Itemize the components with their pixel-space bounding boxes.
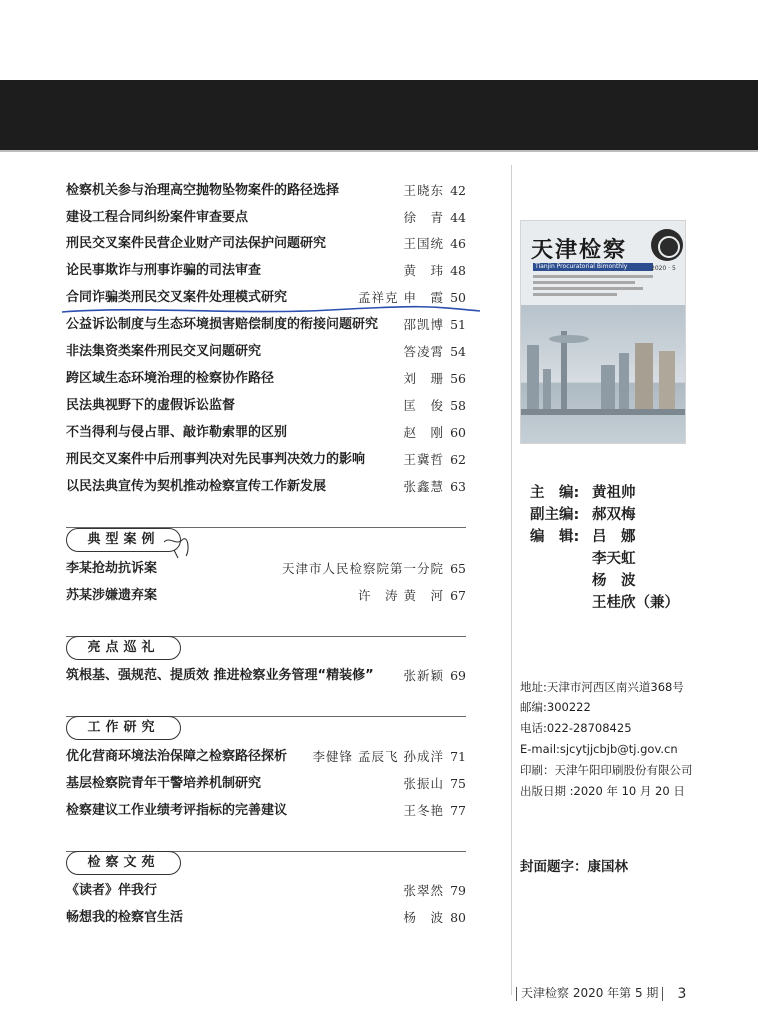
cover-photo	[521, 305, 686, 444]
deputy-editor: 郝双梅	[592, 507, 636, 523]
toc-author: 邵凯博	[403, 317, 444, 332]
toc-author: 张振山	[403, 776, 444, 791]
toc-title: 合同诈骗类刑民交叉案件处理模式研究	[66, 290, 288, 305]
toc-entry[interactable]	[66, 585, 466, 607]
toc-page: 44	[450, 210, 466, 225]
toc-page: 54	[450, 344, 466, 359]
toc-author: 刘 珊	[403, 371, 444, 386]
toc-page: 51	[450, 317, 466, 332]
toc-page: 79	[450, 883, 466, 898]
toc-title: 以民法典宣传为契机推动检察宣传工作新发展	[66, 479, 327, 494]
toc-title: 刑民交叉案件民营企业财产司法保护问题研究	[66, 236, 327, 251]
section-label-work-research: 工作研究	[66, 716, 181, 740]
toc-author: 王冬艳	[403, 803, 444, 818]
phone: 电话:022-28708425	[520, 721, 632, 735]
section-label-literary-garden: 检察文苑	[66, 851, 181, 875]
toc-page: 58	[450, 398, 466, 413]
toc-entry[interactable]	[66, 558, 466, 580]
toc-author: 张新颖	[403, 668, 444, 683]
toc-title: 畅想我的检察官生活	[66, 910, 184, 925]
cover-image[interactable]	[520, 220, 686, 444]
toc-entry[interactable]	[66, 880, 466, 902]
toc-title: 《读者》伴我行	[66, 883, 158, 898]
printer: 印刷：天津午阳印刷股份有限公司	[520, 763, 693, 777]
toc-author: 张翠然	[403, 883, 444, 898]
toc-title: 跨区域生态环境治理的检察协作路径	[66, 371, 275, 386]
toc-author: 张鑫慧	[403, 479, 444, 494]
footer-divider	[662, 987, 663, 1001]
publish-date: 出版日期 :2020 年 10 月 20 日	[520, 784, 685, 798]
toc-page: 46	[450, 236, 466, 251]
toc-author: 徐 青	[403, 210, 444, 225]
toc-title: 苏某涉嫌遗弃案	[66, 588, 158, 603]
deputy-editor-label: 副主编:	[530, 507, 580, 523]
toc-page: 75	[450, 776, 466, 791]
toc-entry[interactable]	[66, 665, 466, 687]
toc-title: 民法典视野下的虚假诉讼监督	[66, 398, 236, 413]
toc-author: 天津市人民检察院第一分院	[281, 561, 444, 576]
toc-author: 杨 波	[403, 910, 444, 925]
toc-title: 筑根基、强规范、提质效 推进检察业务管理“精装修”	[66, 668, 374, 683]
section-label-typical-cases: 典型案例	[66, 528, 181, 552]
cover-inscription: 封面题字：康国林	[520, 859, 628, 875]
toc-page: 50	[450, 290, 466, 305]
toc-author: 孟祥克 申 霞	[358, 290, 444, 305]
toc-page: 63	[450, 479, 466, 494]
toc-title: 建设工程合同纠纷案件审查要点	[66, 210, 249, 225]
toc-page: 56	[450, 371, 466, 386]
toc-entry[interactable]	[66, 907, 466, 929]
toc-page: 62	[450, 452, 466, 467]
toc-author: 李健锋 孟辰飞 孙成洋	[312, 749, 444, 764]
toc-page: 48	[450, 263, 466, 278]
page-footer	[512, 984, 686, 1002]
toc-title: 不当得利与侵占罪、敲诈勒索罪的区别	[66, 425, 288, 440]
toc-title: 论民事欺诈与刑事诈骗的司法审查	[66, 263, 262, 278]
editor-name: 杨 波	[592, 573, 636, 589]
toc-title: 刑民交叉案件中后刑事判决对先民事判决效力的影响	[66, 452, 366, 467]
toc-page: 80	[450, 910, 466, 925]
address: 地址:天津市河西区南兴道368号	[520, 680, 684, 694]
editors-label: 编 辑:	[530, 529, 580, 545]
section-label-highlights: 亮点巡礼	[66, 636, 181, 660]
handwritten-scribble	[160, 532, 200, 562]
toc-author: 赵 刚	[403, 425, 444, 440]
editor-name: 李天虹	[592, 551, 636, 567]
cover-text-lines	[533, 275, 653, 299]
toc-author: 王冀哲	[403, 452, 444, 467]
toc-entry[interactable]	[66, 773, 466, 795]
chief-editor-label: 主 编:	[530, 485, 580, 501]
logo-icon	[651, 229, 683, 261]
toc-author: 黄 玮	[403, 263, 444, 278]
toc-entry[interactable]	[66, 800, 466, 822]
toc-title: 非法集资类案件刑民交叉问题研究	[66, 344, 262, 359]
email[interactable]: E-mail:sjcytjjcbjb@tj.gov.cn	[520, 742, 678, 756]
cover-issue: 2020 · 5	[651, 265, 676, 272]
toc-title: 检察建议工作业绩考评指标的完善建议	[66, 803, 288, 818]
cover-title: 天津检察	[531, 237, 628, 263]
toc-title: 基层检察院青年干警培养机制研究	[66, 776, 262, 791]
toc-page: 69	[450, 668, 466, 683]
toc-author: 匡 俊	[403, 398, 444, 413]
footer-divider	[516, 987, 517, 1001]
toc-title: 优化营商环境法治保障之检察路径探析	[66, 749, 288, 764]
toc-page: 67	[450, 588, 466, 603]
toc-author: 王晓东	[403, 183, 444, 198]
toc-page: 65	[450, 561, 466, 576]
toc-entry[interactable]	[66, 746, 466, 768]
toc-page: 60	[450, 425, 466, 440]
column-divider	[511, 165, 512, 995]
toc-author: 许 涛 黄 河	[358, 588, 444, 603]
postal-code: 邮编:300222	[520, 700, 591, 714]
toc-title: 公益诉讼制度与生态环境损害赔偿制度的衔接问题研究	[66, 317, 379, 332]
editor-name: 吕 娜	[592, 529, 636, 545]
toc-author: 王国统	[403, 236, 444, 251]
editor-name: 王桂欣（兼）	[592, 595, 679, 611]
page-number: 3	[677, 985, 687, 1002]
toc-page: 71	[450, 749, 466, 764]
toc-page: 77	[450, 803, 466, 818]
footer-journal: 天津检察 2020 年第 5 期	[521, 986, 659, 1000]
toc-title: 李某抢劫抗诉案	[66, 561, 158, 576]
toc-page: 42	[450, 183, 466, 198]
toc-title: 检察机关参与治理高空抛物坠物案件的路径选择	[66, 183, 340, 198]
cover-subtitle: Tianjin Procuratorial Bimonthly	[533, 263, 653, 271]
chief-editor: 黄祖帅	[592, 485, 636, 501]
toc-author: 答凌霄	[403, 344, 444, 359]
